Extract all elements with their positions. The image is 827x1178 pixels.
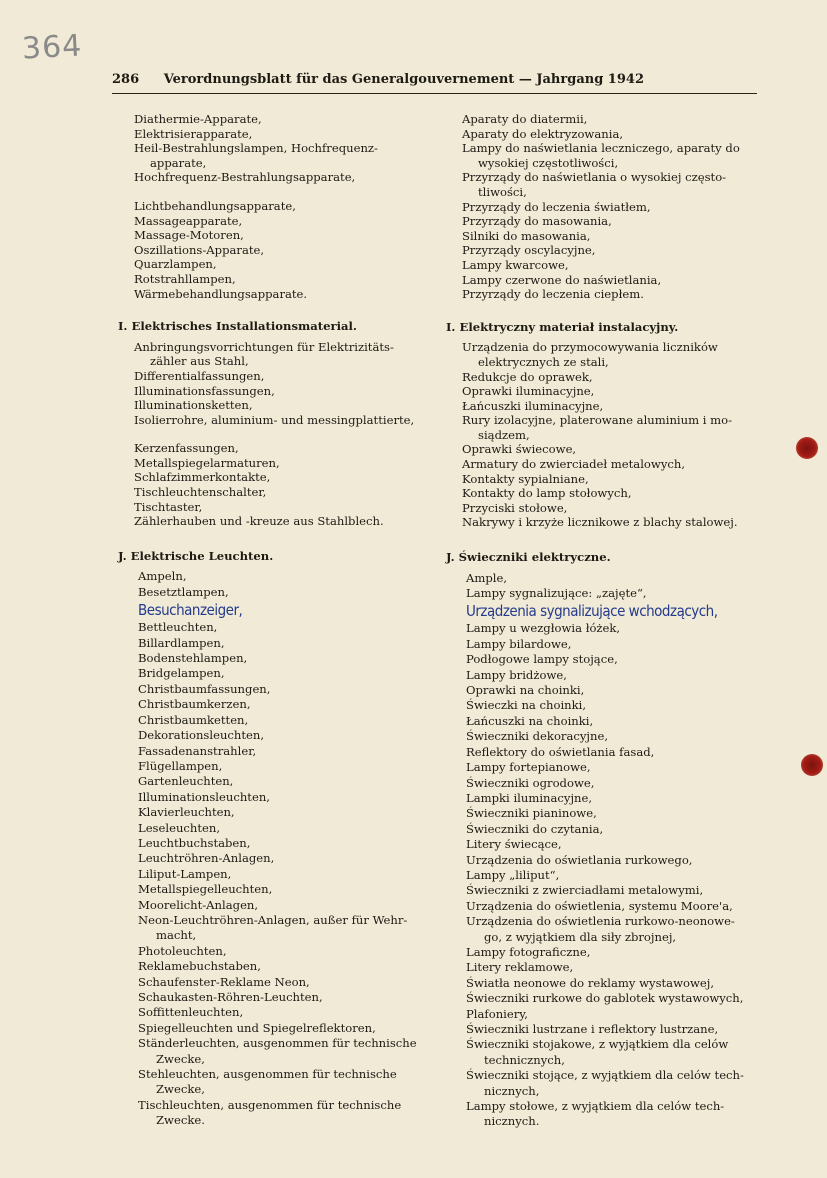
list-item bbox=[446, 991, 764, 1006]
list-item bbox=[446, 214, 764, 229]
entry-text: Christbaumkerzen, bbox=[138, 697, 251, 712]
list-item bbox=[446, 141, 764, 156]
entry-text: Leseleuchten, bbox=[138, 820, 221, 835]
entry-text: Tischtaster, bbox=[134, 499, 203, 514]
entry-text: Świeczniki pianinowe, bbox=[466, 806, 597, 821]
entry-text: Moorelicht-Anlagen, bbox=[138, 897, 259, 912]
entry-text: Zwecke, bbox=[156, 1082, 205, 1097]
punch-hole bbox=[796, 437, 818, 459]
section-heading: I. Elektryczny materiał instalacyjny. bbox=[446, 319, 679, 334]
list-item bbox=[118, 944, 440, 959]
list-item bbox=[446, 258, 764, 273]
spacer bbox=[118, 427, 440, 441]
list-item bbox=[118, 666, 440, 681]
list-item bbox=[446, 930, 764, 945]
list-item bbox=[118, 112, 440, 127]
list-item bbox=[118, 141, 440, 156]
entry-text: siądzem, bbox=[478, 427, 530, 442]
section-j bbox=[446, 550, 764, 1130]
entry-text: Wärmebehandlungsapparate. bbox=[134, 286, 308, 301]
entry-text: Fassadenanstrahler, bbox=[138, 743, 257, 758]
list-item bbox=[118, 127, 440, 142]
entry-text: Świeczniki ogrodowe, bbox=[466, 775, 595, 790]
list-item bbox=[118, 441, 440, 456]
medical-apparatus-list bbox=[446, 112, 764, 302]
list-item bbox=[446, 370, 764, 385]
entry-text: Massageapparate, bbox=[134, 213, 243, 228]
entry-text: Kontakty do lamp stołowych, bbox=[462, 486, 632, 501]
entry-text: Lampy bilardowe, bbox=[466, 636, 572, 651]
entry-text: Photoleuchten, bbox=[138, 943, 227, 958]
list-item bbox=[446, 1099, 764, 1114]
entry-text: Anbringungsvorrichtungen für Elektrizitäts- bbox=[134, 339, 394, 354]
list-item bbox=[446, 355, 764, 370]
list-item bbox=[446, 472, 764, 487]
entry-text: Schaukasten-Röhren-Leuchten, bbox=[138, 990, 323, 1004]
list-item bbox=[118, 199, 440, 214]
list-item bbox=[446, 745, 764, 760]
entry-text: Isolierrohre, aluminium- und messingplattierte, bbox=[134, 412, 415, 427]
entry-text: Świeczniki rurkowe do gablotek wystawowych, bbox=[466, 991, 744, 1006]
list-item bbox=[118, 340, 440, 355]
list-item bbox=[446, 571, 764, 586]
list-item bbox=[446, 586, 764, 601]
journal-title: Verordnungsblatt für das Generalgouvernement — Jahrgang 1942 bbox=[163, 72, 644, 87]
entry-text: Illuminationsketten, bbox=[134, 398, 253, 413]
entry-text: Rury izolacyjne, platerowane aluminium i mo- bbox=[462, 413, 733, 428]
list-item bbox=[118, 620, 440, 635]
list-item bbox=[446, 976, 764, 991]
list-item bbox=[446, 883, 764, 898]
entry-text: Zählerhauben und -kreuze aus Stahlblech. bbox=[134, 514, 384, 529]
entry-text: Massage-Motoren, bbox=[134, 228, 244, 243]
list-item bbox=[446, 668, 764, 683]
entry-text: Stehleuchten, ausgenommen für technische bbox=[138, 1067, 397, 1082]
list-item bbox=[118, 287, 440, 302]
list-item bbox=[118, 651, 440, 666]
entry-text: Oprawki świecowe, bbox=[462, 442, 577, 457]
list-item bbox=[446, 457, 764, 472]
entry-text: Kontakty sypialniane, bbox=[462, 471, 589, 486]
list-item bbox=[118, 990, 440, 1005]
entry-text: Lampy u wezgłowia łóżek, bbox=[466, 621, 621, 636]
list-item bbox=[446, 229, 764, 244]
list-item bbox=[446, 1037, 764, 1052]
list-item bbox=[118, 272, 440, 287]
list-item bbox=[118, 1082, 440, 1097]
section-heading: J. Elektrische Leuchten. bbox=[118, 548, 274, 563]
entry-text: Redukcje do oprawek, bbox=[462, 369, 593, 384]
list-item bbox=[118, 774, 440, 789]
entry-text: Hochfrequenz-Bestrahlungsapparate, bbox=[134, 170, 356, 185]
list-item bbox=[446, 652, 764, 667]
entry-text: Przyrządy oscylacyjne, bbox=[462, 243, 596, 258]
header-rule bbox=[112, 93, 757, 94]
entry-text: Litery świecące, bbox=[466, 837, 562, 852]
list-item bbox=[446, 760, 764, 775]
entry-text: Billardlampen, bbox=[138, 635, 225, 650]
entry-text: macht, bbox=[156, 928, 197, 943]
entry-text: Zwecke. bbox=[156, 1113, 205, 1128]
list-item bbox=[118, 805, 440, 820]
list-item bbox=[118, 384, 440, 399]
page-number: 286 bbox=[112, 72, 140, 87]
entry-text: technicznych, bbox=[484, 1052, 565, 1067]
list-item bbox=[118, 413, 440, 428]
entry-text: Christbaumfassungen, bbox=[138, 681, 271, 696]
list-item bbox=[118, 697, 440, 712]
list-item bbox=[118, 257, 440, 272]
list-item bbox=[446, 683, 764, 698]
entry-text: Elektrisierapparate, bbox=[134, 126, 253, 141]
list-item bbox=[118, 1021, 440, 1036]
list-item bbox=[118, 713, 440, 728]
entry-text: Aparaty do diatermii, bbox=[462, 112, 588, 126]
entry-text: Flügellampen, bbox=[138, 758, 223, 773]
list-item bbox=[446, 899, 764, 914]
section-heading: I. Elektrisches Installationsmaterial. bbox=[118, 319, 357, 334]
entry-text: Przyrządy do leczenia światłem, bbox=[462, 199, 651, 214]
list-item bbox=[446, 1007, 764, 1022]
entry-text: Lampy do naświetlania leczniczego, aparaty do bbox=[462, 141, 740, 156]
list-item bbox=[446, 837, 764, 852]
list-item bbox=[118, 569, 440, 584]
list-item bbox=[118, 369, 440, 384]
entry-text: Silniki do masowania, bbox=[462, 228, 591, 243]
entry-text: Łańcuszki na choinki, bbox=[466, 713, 594, 728]
section-i bbox=[118, 319, 440, 529]
entry-text: Bridgelampen, bbox=[138, 666, 225, 681]
entry-text: Oprawki na choinki, bbox=[466, 683, 585, 698]
list-item bbox=[118, 821, 440, 836]
entry-text: Nakrywy i krzyże licznikowe z blachy stalowej. bbox=[462, 515, 738, 530]
entry-text: Liliput-Lampen, bbox=[138, 866, 232, 881]
entry-text: Tischleuchten, ausgenommen für technische bbox=[138, 1097, 402, 1112]
entry-text: Illuminationsfassungen, bbox=[134, 383, 275, 398]
entry-text: Lampy fotograficzne, bbox=[466, 944, 591, 959]
list-item bbox=[446, 791, 764, 806]
list-item bbox=[118, 836, 440, 851]
highlighted-entry-text: Urządzenia sygnalizujące wchodzących, bbox=[466, 602, 718, 621]
list-item bbox=[446, 384, 764, 399]
list-item bbox=[118, 170, 440, 185]
list-item bbox=[446, 601, 764, 621]
list-item bbox=[118, 485, 440, 500]
entry-text: Oszillations-Apparate, bbox=[134, 242, 265, 257]
list-item bbox=[446, 1084, 764, 1099]
highlighted-entry-text: Besuchanzeiger, bbox=[138, 601, 243, 620]
entry-text: Przyrządy do masowania, bbox=[462, 214, 612, 229]
entry-text: Kerzenfassungen, bbox=[134, 441, 239, 456]
list-item bbox=[446, 1114, 764, 1129]
entry-text: Illuminationsleuchten, bbox=[138, 789, 270, 804]
entry-text: Leuchtbuchstaben, bbox=[138, 835, 251, 850]
entry-text: Lampy sygnalizujące: „zajęte“, bbox=[466, 586, 647, 601]
entry-text: Przyciski stołowe, bbox=[462, 500, 568, 515]
list-item bbox=[118, 214, 440, 229]
list-item bbox=[118, 744, 440, 759]
list-item bbox=[446, 868, 764, 883]
list-item bbox=[118, 882, 440, 897]
entry-text: Lampy stołowe, z wyjątkiem dla celów tech- bbox=[466, 1099, 725, 1114]
entry-text: Bettleuchten, bbox=[138, 620, 218, 635]
entry-text: Urządzenia do oświetlenia, systemu Moore'a, bbox=[466, 898, 733, 913]
section-i bbox=[446, 320, 764, 530]
list-item bbox=[118, 1067, 440, 1082]
entry-text: Przyrządy do naświetlania o wysokiej często- bbox=[462, 170, 727, 185]
section-j bbox=[118, 549, 440, 1129]
section-heading: J. Świeczniki elektryczne. bbox=[446, 550, 611, 565]
entry-text: Klavierleuchten, bbox=[138, 805, 235, 820]
entry-text: Armatury do zwierciadeł metalowych, bbox=[462, 457, 686, 472]
list-item bbox=[118, 975, 440, 990]
list-item bbox=[118, 728, 440, 743]
entry-text: Tischleuchtenschalter, bbox=[134, 485, 267, 500]
list-item bbox=[446, 1022, 764, 1037]
list-item bbox=[118, 851, 440, 866]
list-item bbox=[118, 682, 440, 697]
entry-text: wysokiej częstotliwości, bbox=[478, 155, 619, 170]
page-header bbox=[112, 72, 756, 87]
list-item bbox=[446, 515, 764, 530]
list-item bbox=[446, 1053, 764, 1068]
list-item bbox=[118, 867, 440, 882]
entry-text: Soffittenleuchten, bbox=[138, 1005, 244, 1020]
polish-column bbox=[446, 112, 764, 1130]
entry-text: Lampy fortepianowe, bbox=[466, 760, 591, 775]
entry-text: Lampy bridżowe, bbox=[466, 667, 567, 682]
entry-text: elektrycznych ze stali, bbox=[478, 354, 609, 369]
list-item bbox=[446, 945, 764, 960]
entry-text: Podłogowe lampy stojące, bbox=[466, 652, 618, 667]
entry-text: Quarzlampen, bbox=[134, 257, 217, 272]
list-item bbox=[446, 185, 764, 200]
medical-apparatus-list bbox=[118, 112, 440, 301]
handwritten-archive-number: 364 bbox=[21, 28, 84, 67]
entry-text: Bodenstehlampen, bbox=[138, 651, 248, 666]
entry-text: Schaufenster-Reklame Neon, bbox=[138, 974, 310, 989]
list-item bbox=[446, 287, 764, 302]
list-item bbox=[118, 959, 440, 974]
list-item bbox=[118, 585, 440, 600]
list-item bbox=[118, 228, 440, 243]
list-item bbox=[446, 776, 764, 791]
entry-text: Ample, bbox=[466, 570, 508, 585]
entry-text: Metallspiegelleuchten, bbox=[138, 882, 273, 897]
entry-text: Aparaty do elektryzowania, bbox=[462, 126, 624, 141]
entry-text: Leuchtröhren-Anlagen, bbox=[138, 851, 275, 866]
list-item bbox=[118, 1098, 440, 1113]
entry-text: Lichtbehandlungsapparate, bbox=[134, 198, 296, 213]
entry-text: go, z wyjątkiem dla siły zbrojnej, bbox=[484, 929, 677, 944]
entry-text: Reflektory do oświetlania fasad, bbox=[466, 744, 655, 759]
list-item bbox=[446, 273, 764, 288]
entry-text: Świeczniki do czytania, bbox=[466, 821, 604, 836]
german-column bbox=[118, 112, 440, 1129]
list-item bbox=[118, 456, 440, 471]
entry-text: Ständerleuchten, ausgenommen für technische bbox=[138, 1036, 417, 1051]
entry-text: Świeczniki z zwierciadłami metalowymi, bbox=[466, 883, 704, 898]
entry-text: Neon-Leuchtröhren-Anlagen, außer für Wehr- bbox=[138, 912, 408, 927]
list-item bbox=[118, 636, 440, 651]
list-item bbox=[118, 1052, 440, 1067]
list-item bbox=[446, 442, 764, 457]
entry-text: Spiegelleuchten und Spiegelreflektoren, bbox=[138, 1020, 376, 1035]
list-item bbox=[446, 637, 764, 652]
list-item bbox=[446, 243, 764, 258]
list-item bbox=[118, 928, 440, 943]
list-item bbox=[118, 470, 440, 485]
entry-text: Christbaumketten, bbox=[138, 712, 249, 727]
list-item bbox=[446, 399, 764, 414]
entry-text: Ampeln, bbox=[138, 569, 187, 584]
list-item bbox=[446, 486, 764, 501]
list-item bbox=[118, 398, 440, 413]
list-item bbox=[446, 1068, 764, 1083]
list-item bbox=[118, 500, 440, 515]
list-item bbox=[118, 243, 440, 258]
entry-text: Besetztlampen, bbox=[138, 584, 229, 599]
entry-text: Differentialfassungen, bbox=[134, 368, 265, 383]
list-item bbox=[118, 1113, 440, 1128]
entry-text: nicznych, bbox=[484, 1083, 540, 1098]
entry-text: Urządzenia do oświetlania rurkowego, bbox=[466, 852, 693, 867]
list-item bbox=[118, 514, 440, 529]
entry-text: tliwości, bbox=[478, 184, 527, 199]
entry-text: Schlafzimmerkontakte, bbox=[134, 470, 271, 485]
entry-text: Lampy „liliput“, bbox=[466, 867, 560, 882]
entry-text: Oprawki iluminacyjne, bbox=[462, 384, 595, 399]
punch-hole bbox=[801, 754, 823, 776]
entry-text: Światła neonowe do reklamy wystawowej, bbox=[466, 975, 715, 990]
list-item bbox=[446, 621, 764, 636]
entry-text: apparate, bbox=[150, 155, 207, 170]
list-item bbox=[446, 714, 764, 729]
list-item bbox=[446, 413, 764, 428]
entry-text: Plafoniery, bbox=[466, 1006, 528, 1021]
list-item bbox=[446, 914, 764, 929]
entry-text: Świeczniki stojące, z wyjątkiem dla celów tech- bbox=[466, 1068, 744, 1083]
entry-text: zähler aus Stahl, bbox=[150, 354, 249, 369]
entry-text: Urządzenia do przymocowywania liczników bbox=[462, 340, 718, 355]
list-item bbox=[118, 790, 440, 805]
list-item bbox=[118, 759, 440, 774]
entry-text: Rotstrahllampen, bbox=[134, 271, 236, 286]
list-item bbox=[118, 898, 440, 913]
list-item bbox=[446, 729, 764, 744]
entry-text: Urządzenia do oświetlenia rurkowo-neonowe- bbox=[466, 914, 735, 929]
list-item bbox=[118, 354, 440, 369]
list-item bbox=[446, 853, 764, 868]
entry-text: Litery reklamowe, bbox=[466, 960, 574, 975]
list-item bbox=[446, 340, 764, 355]
entry-text: Przyrządy do leczenia ciepłem. bbox=[462, 287, 644, 302]
entry-text: Lampy czerwone do naświetlania, bbox=[462, 272, 662, 287]
list-item bbox=[446, 112, 764, 127]
entry-text: Diathermie-Apparate, bbox=[134, 112, 262, 126]
entry-text: Świeczki na choinki, bbox=[466, 698, 587, 713]
spacer bbox=[118, 185, 440, 199]
entry-text: Świeczniki dekoracyjne, bbox=[466, 729, 609, 744]
list-item bbox=[446, 806, 764, 821]
entry-text: Gartenleuchten, bbox=[138, 774, 234, 789]
list-item bbox=[446, 428, 764, 443]
list-item bbox=[118, 156, 440, 171]
list-item bbox=[446, 156, 764, 171]
entry-text: Zwecke, bbox=[156, 1051, 205, 1066]
list-item bbox=[118, 600, 440, 620]
entry-text: Łańcuszki iluminacyjne, bbox=[462, 398, 604, 413]
list-item bbox=[446, 127, 764, 142]
entry-text: Świeczniki lustrzane i reflektory lustrzane, bbox=[466, 1022, 719, 1036]
entry-text: Metallspiegelarmaturen, bbox=[134, 455, 280, 470]
list-item bbox=[446, 960, 764, 975]
entry-text: Lampy kwarcowe, bbox=[462, 257, 569, 272]
list-item bbox=[118, 913, 440, 928]
entry-text: Lampki iluminacyjne, bbox=[466, 790, 593, 805]
list-item bbox=[446, 200, 764, 215]
entry-text: Reklamebuchstaben, bbox=[138, 959, 261, 974]
list-item bbox=[118, 1036, 440, 1051]
list-item bbox=[446, 822, 764, 837]
entry-text: Heil-Bestrahlungslampen, Hochfrequenz- bbox=[134, 141, 378, 156]
entry-text: Świeczniki stojakowe, z wyjątkiem dla celów bbox=[466, 1037, 729, 1052]
list-item bbox=[446, 698, 764, 713]
list-item bbox=[446, 170, 764, 185]
list-item bbox=[446, 501, 764, 516]
entry-text: nicznych. bbox=[484, 1114, 540, 1129]
list-item bbox=[118, 1005, 440, 1020]
entry-text: Dekorationsleuchten, bbox=[138, 728, 265, 743]
